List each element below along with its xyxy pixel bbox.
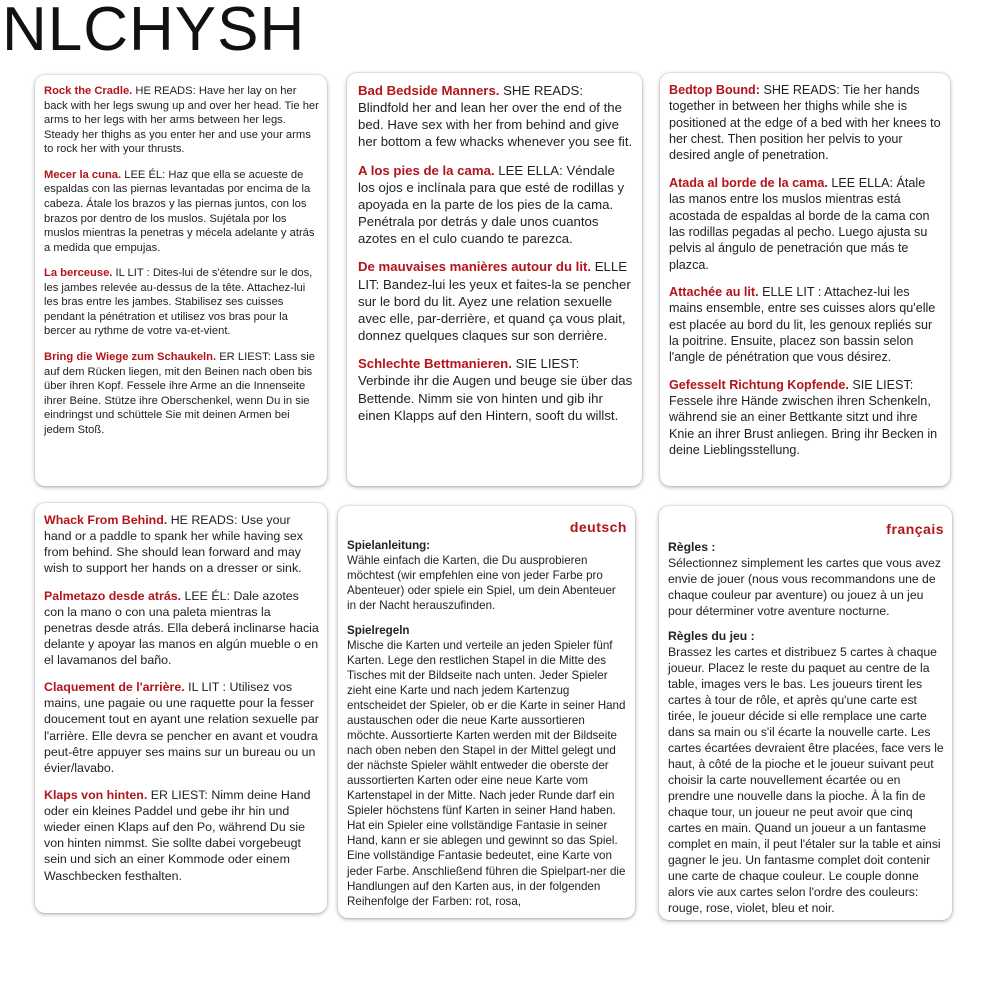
section-heading: Whack From Behind.	[44, 513, 168, 527]
section-text: Attachez-lui les mains ensemble, entre ses cuisses alors qu'elle est placée au bord du lit, les genoux repliés sur la poitrine. Ensuite, placez son bassin selon l'angle de pénétration que vous désirez.	[669, 284, 936, 365]
position-card-rock-the-cradle	[35, 75, 327, 486]
rules-text: Mische die Karten und verteile an jeden Spieler fünf Karten. Lege den restlichen Stapel in die Mitte des Tisches mit der Bildseite nach unten. Jeder Spieler zieht eine Karte und nach jedem Kartenzug entscheidet der Spieler, ob er die Karte in seiner Hand austauschen oder die neue Karte aussortieren möchte. Aussortierte Karten werden mit der Bildseite nach oben neben den Stapel in der Mittel gelegt und der nächste Spieler wählt entweder die oberste der aussortierten Karten oder eine neue Karte vom Kartenstapel in der Mitte. Nach jeder Runde darf ein Spieler höchstens fünf Karten in seiner Hand haben. Hat ein Spieler eine vollständige Fantasie in seiner Hand, kann er sie ablegen und gewinnt so das Spiel. Eine vollständige Fantasie bedeutet, eine Karte von jeder Farbe. Anschließend führen die Spielpart-ner die Handlungen auf den Karten aus, in der folgenden Reihenfolge der Farben: rot, rosa,	[347, 638, 626, 908]
card-section-spanish	[44, 588, 319, 669]
rules-title: Règles du jeu :	[668, 629, 755, 644]
section-heading: Klaps von hinten.	[44, 787, 148, 802]
section-lead: ER LIEST:	[150, 787, 208, 802]
section-lead: HE READS:	[135, 85, 196, 97]
card-section-english	[44, 512, 319, 577]
section-text: Átale las manos entre los muslos mientras está acostada de espaldas al borde de la cama con las rodillas pegadas al pecho. Luego ajusta su pelvis al ángulo de penetración que más te plazca.	[669, 175, 930, 272]
rules-card-french	[659, 506, 952, 920]
section-lead: HE READS:	[170, 513, 238, 527]
section-lead: ER LIEST:	[219, 351, 271, 363]
section-heading: Bad Bedside Manners.	[358, 83, 500, 98]
section-text: Have her lay on her back with her legs swung up and over her head. Tie her arms to her legs with her arms between her legs. Steady her thighs as you enter her and use your arms to rock her with your thrusts.	[44, 85, 319, 156]
card-section-english	[669, 82, 942, 164]
section-lead: SHE READS:	[763, 83, 840, 97]
card-section-german	[44, 350, 319, 437]
section-heading: La berceuse.	[44, 267, 113, 280]
position-card-bad-bedside-manners	[347, 73, 642, 486]
language-label: deutsch	[569, 519, 627, 535]
brand-watermark: NLCHYSH	[2, 0, 306, 64]
section-heading: Gefesselt Richtung Kopfende.	[669, 377, 849, 392]
rules-title: Spielanleitung:	[347, 539, 431, 553]
section-lead: LEE ELLA:	[831, 175, 894, 190]
rules-text: Wähle einfach die Karten, die Du ausprobieren möchtest (wir empfehlen eine von jeder Farbe pro Abenteuer) oder spiele ein Spiel, um dein Abenteuer in der Nacht herauszufinden.	[347, 554, 616, 613]
section-text: Véndale los ojos e inclínala para que esté de rodillas y apoyada en la parte de los pies de la cama. Penétrala por detrás y dale unos cuantos azotes en el culo cuando te parezca.	[358, 162, 625, 247]
section-lead: SIE LIEST:	[852, 377, 914, 392]
section-text: Haz que ella se acueste de espaldas con las piernas levantadas por encima de la cabeza. Átale los brazos y las piernas juntos, con los brazos por dentro de los muslos. Sujétala por los muslos mientras la penetras y mécela adelante y atrás a medida que empujas.	[44, 168, 315, 254]
card-section-spanish	[669, 175, 942, 273]
section-text: Blindfold her and lean her over the end of the bed. Have sex with her from behind and give her bottom a few whacks whenever you see fit.	[358, 100, 633, 150]
section-heading: Attachée au lit.	[669, 284, 759, 299]
rules-text: Brassez les cartes et distribuez 5 cartes à chaque joueur. Placez le reste du paquet au centre de la table, images vers le bas. Les joueurs tirent les cartes à tour de rôle, et après qu'une carte est tirée, le joueur décide si elle remplace une carte dans sa main ou s'il écarte la nouvelle carte. Les cartes écartées devraient être placées, face vers le haut, à côté de la pioche et le joueur suivant peut choisir la carte nouvellement écartée ou en prendre une nouvelle dans la pioche. À la fin de chaque tour, un joueur ne peut avoir que cinq cartes en main. Quand un joueur a un fantasme complet en main, il peut l'étaler sur la table et ainsi gagner le jeu. Un fantasme complet doit contenir une carte de chaque couleur. Le couple donne alors vie aux cartes selon l'ordre des couleurs: rouge, rose, violet, bleu et noir.	[668, 645, 944, 915]
rules-block	[347, 623, 627, 909]
position-card-whack-from-behind	[35, 503, 327, 913]
card-section-english	[44, 84, 319, 157]
rules-text: Sélectionnez simplement les cartes que vous avez envie de jouer (nous vous recommandons une de chaque couleur par aventure) ou jouez à un jeu pour déterminer votre aventure nocturne.	[668, 556, 942, 619]
rules-block	[347, 538, 627, 613]
section-text: Verbinde ihr die Augen und beuge sie über das Bettende. Nimm sie von hinten und gib ihr einen Klapps auf den Hintern, sooft du willst.	[358, 373, 633, 423]
section-lead: IL LIT :	[115, 267, 150, 280]
section-lead: SHE READS:	[503, 83, 583, 98]
card-section-german	[44, 787, 319, 884]
card-section-german	[669, 377, 942, 459]
section-lead: ELLE LIT:	[358, 259, 627, 292]
rules-block	[668, 629, 944, 917]
section-heading: Palmetazo desde atrás.	[44, 588, 182, 603]
card-section-spanish	[44, 168, 319, 255]
rules-block	[668, 540, 944, 620]
section-lead: LEE ÉL:	[184, 588, 230, 603]
section-heading: Atada al borde de la cama.	[669, 175, 828, 190]
card-section-french	[44, 679, 319, 776]
section-lead: LEE ÉL:	[124, 168, 166, 181]
card-section-german	[358, 355, 634, 424]
section-lead: ELLE LIT :	[762, 284, 822, 299]
section-text: Tie her hands together in between her thighs while she is positioned at the edge of a bed with her knees to her chest. Then position her pelvis to your desired angle of penetration.	[669, 83, 941, 163]
section-text: Dites-lui de s'étendre sur le dos, les jambes relevée au-dessus de la tête. Attachez-lui les bras entre les jambes. Stabilisez ses cuisses pendant la pénétration et utilisez vos bras pour la bercer au rythme de votre va-et-vient.	[44, 267, 313, 338]
section-lead: IL LIT :	[188, 680, 227, 695]
card-section-french	[669, 284, 942, 366]
section-text: Utilisez vos mains, une pagaie ou une raquette pour la fesser doucement tout en ayant une relation sexuelle par l'arrière. Elle devra se pencher en avant et voudra peut-être appuyer ses mains sur un bureau ou un évier/lavabo.	[44, 680, 319, 775]
card-section-french	[44, 266, 319, 339]
section-lead: SIE LIEST:	[515, 356, 580, 372]
section-text: Dale azotes con la mano o con una paleta mientras la penetras desde atrás. Ella deberá inclinarse hacia delante y apoyar las manos en algún mueble o en el lavamanos del baño.	[44, 588, 319, 667]
section-heading: A los pies de la cama.	[358, 162, 495, 178]
rules-title: Spielregeln	[347, 623, 410, 637]
section-heading: Bring die Wiege zum Schaukeln.	[44, 351, 217, 363]
rules-title: Règles :	[668, 540, 716, 555]
section-text: Lass sie auf dem Rücken liegen, mit den Beinen nach oben bis über ihren Kopf. Fessele ihre Arme an die Innenseite ihrer Beine. Stütze ihre Oberschenkel, wenn Du in sie eindringst und schüttele Sie mit deinen Armen bei jedem Stoß.	[44, 351, 315, 436]
position-card-bedtop-bound	[660, 73, 950, 486]
card-section-french	[358, 258, 634, 344]
section-text: Bandez-lui les yeux et faites-la se pencher sur le bord du lit. Ayez une relation sexuelle avec elle, par-derrière, et quand ça vous plait, donnez quelques claques sur son derrière.	[358, 276, 631, 344]
card-section-spanish	[358, 162, 634, 248]
section-heading: Bedtop Bound:	[669, 83, 760, 97]
section-heading: De mauvaises manières autour du lit.	[358, 259, 592, 275]
section-text: Nimm deine Hand oder ein kleines Paddel und gebe ihr hin und wieder einen Klaps auf den Po, während Du sie von hinten nimmst. Sie sollte dabei vorgebeugt sein und sich an einer Kommode oder einem Waschbecken festhalten.	[44, 787, 311, 883]
section-heading: Claquement de l'arrière.	[44, 680, 185, 695]
section-text: Fessele ihre Hände zwischen ihren Schenkeln, während sie an einer Bettkante sitzt und ihre Knie an ihrer Brust anliegen. Bring ihr Becken in deine Lieblingsstellung.	[669, 394, 938, 458]
section-heading: Rock the Cradle.	[44, 85, 133, 97]
section-text: Use your hand or a paddle to spank her while having sex from behind. She should lean forward and may wish to support her hands on a dresser or sink.	[44, 513, 303, 576]
section-heading: Mecer la cuna.	[44, 168, 122, 181]
section-lead: LEE ELLA:	[498, 162, 563, 178]
section-heading: Schlechte Bettmanieren.	[358, 356, 512, 372]
rules-card-german	[338, 506, 635, 918]
card-section-english	[358, 82, 634, 151]
language-label: français	[886, 521, 944, 537]
